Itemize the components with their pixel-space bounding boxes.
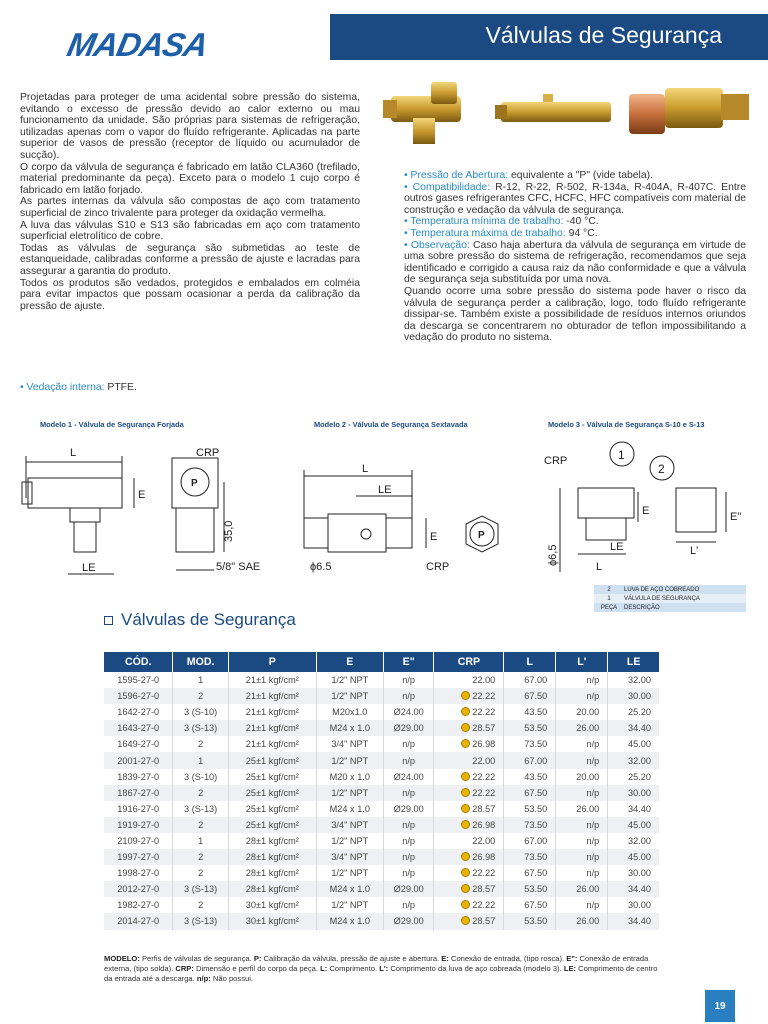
header [0, 0, 768, 70]
crp-dot-icon [461, 900, 470, 909]
table-cell: n/p [383, 785, 434, 801]
table-cell: 73.50 [504, 817, 556, 833]
page-number: 19 [705, 990, 735, 1022]
legend-row [594, 585, 746, 594]
crp-dot-icon [461, 772, 470, 781]
table-row [104, 704, 659, 720]
legend-part: 2 [607, 586, 611, 593]
table-cell: M24 x 1.0 [316, 881, 383, 897]
legend-desc: VÁLVULA DE SEGURANÇA [624, 595, 700, 602]
crp-dot-icon [461, 852, 470, 861]
dim-label: L [596, 561, 603, 573]
table-cell: Ø29.00 [383, 720, 434, 736]
square-bullet-icon [104, 616, 113, 625]
footnote-term: E": [566, 954, 578, 963]
table-cell: 30±1 kgf/cm² [228, 913, 316, 929]
footnote [104, 954, 664, 984]
table-cell: 20.00 [556, 769, 608, 785]
table-cell: Ø24.00 [383, 769, 434, 785]
part-number-label: 1 [618, 448, 625, 462]
table-row [104, 769, 659, 785]
madasa-logo: MADASA [64, 26, 211, 63]
table-cell: 1916-27-0 [104, 801, 173, 817]
spec-value: Caso haja abertura da válvula de segurança em virtude de uma sobre pressão do sistema de refrigeração, recomendamos que seja identificado e corrigido a causa raiz da não conformidade e que a válvula de segurança seja substituída por uma nova. [404, 239, 746, 286]
table-cell: 3 (S-10) [173, 769, 229, 785]
table-cell: 22.00 [434, 833, 504, 849]
table-cell: 25±1 kgf/cm² [228, 769, 316, 785]
table-cell: 30.00 [628, 691, 651, 702]
model-2-title: Modelo 2 - Válvula de Segurança Sextavada [314, 420, 468, 429]
intro-paragraph: Todos os produtos são vedados, protegidos e embalados em colméia para evitar impactos que possam ocasionar a perda da calibração da pressão de ajuste. [20, 277, 360, 312]
table-cell: 28.57 [434, 881, 504, 897]
table-row [104, 881, 659, 897]
table-cell: 34.40 [628, 884, 651, 895]
table-cell: 53.50 [504, 801, 556, 817]
intro-paragraph: Todas as válvulas de segurança são submetidas ao teste de estanqueidade, calibradas conforme a pressão de ajuste e lacradas para assegurar a garantia do produto. [20, 242, 360, 277]
table-row [104, 913, 659, 929]
spec-list [404, 170, 746, 344]
table-cell: 22.22 [434, 865, 504, 881]
dim-label: CRP [426, 561, 450, 573]
crp-dot-icon [461, 916, 470, 925]
valves-table [104, 652, 659, 930]
table-cell: 28±1 kgf/cm² [228, 865, 316, 881]
table-cell: 67.00 [504, 833, 556, 849]
table-cell: 20.00 [556, 704, 608, 720]
table-cell: 67.00 [504, 672, 556, 688]
table-body [104, 672, 659, 930]
table-cell: 3 (S-13) [173, 881, 229, 897]
footnote-term: n/p: [196, 974, 211, 983]
table-cell: 3/4" NPT [316, 849, 383, 865]
table-cell: 21±1 kgf/cm² [228, 720, 316, 736]
table-cell: 22.00 [434, 752, 504, 768]
table-row [104, 752, 659, 768]
dim-label: L [70, 447, 77, 459]
table-cell: 1867-27-0 [104, 785, 173, 801]
table-cell: 73.50 [504, 736, 556, 752]
table-cell: n/p [556, 736, 608, 752]
spec-value: -40 °C. [563, 216, 599, 228]
intro-paragraph: A luva das válvulas S10 e S13 são fabricadas em aço com tratamento superficial eletrolítico de cobre. [20, 219, 360, 243]
footnote-definition: Perfis de válvulas de segurança. [139, 954, 254, 963]
vedacao-line [20, 382, 137, 393]
model-3-title: Modelo 3 - Válvula de Segurança S-10 e S-13 [548, 420, 705, 429]
spec-label: • Observação: [404, 239, 470, 251]
table-cell: 2 [173, 849, 229, 865]
table-cell: n/p [383, 672, 434, 688]
table-cell: Ø29.00 [383, 881, 434, 897]
legend-desc: LUVA DE AÇO COBREADO [624, 586, 700, 593]
table-cell: n/p [556, 849, 608, 865]
table-row [104, 833, 659, 849]
intro-paragraph: As partes internas da válvula são compostas de aço com tratamento superficial de zinco trivalente para proteger da oxidação vermelha. [20, 196, 360, 219]
table-cell: n/p [556, 672, 608, 688]
table-cell: 53.50 [504, 720, 556, 736]
table-cell: n/p [556, 785, 608, 801]
dim-label: P [478, 530, 485, 541]
table-cell: n/p [383, 897, 434, 913]
table-cell: 21±1 kgf/cm² [228, 736, 316, 752]
footnote-definition: Dimensão e perfil do corpo da peça. [193, 964, 321, 973]
table-row [104, 817, 659, 833]
table-row [104, 865, 659, 881]
table-cell: 25±1 kgf/cm² [228, 817, 316, 833]
valve-photo-3 [629, 88, 749, 134]
column-header: E [316, 652, 383, 672]
table-cell: 2 [173, 736, 229, 752]
table-cell: 67.00 [504, 752, 556, 768]
table-cell: 22.22 [434, 785, 504, 801]
table-cell: 28.57 [434, 913, 504, 929]
section-title-text: Válvulas de Segurança [121, 610, 296, 629]
intro-text [20, 92, 360, 312]
table-cell: 73.50 [504, 849, 556, 865]
table-cell: 25.20 [628, 771, 651, 782]
table-row [104, 785, 659, 801]
table-cell: 25±1 kgf/cm² [228, 785, 316, 801]
table-cell: 26.98 [434, 817, 504, 833]
dim-label: P [191, 478, 198, 489]
footnote-term: L': [379, 964, 389, 973]
table-row [104, 897, 659, 913]
table-cell: 53.50 [504, 881, 556, 897]
table-cell: 3/4" NPT [316, 736, 383, 752]
spec-label: • Pressão de Abertura: [404, 170, 509, 181]
table-cell: n/p [383, 752, 434, 768]
table-cell: 1 [173, 833, 229, 849]
table-cell: Ø29.00 [383, 801, 434, 817]
table-cell: 1596-27-0 [104, 688, 173, 704]
crp-dot-icon [461, 707, 470, 716]
section-title [104, 610, 296, 630]
column-header: E" [383, 652, 434, 672]
dim-label: LE [610, 541, 624, 553]
part-number-label: 2 [658, 462, 665, 476]
legend-desc: DESCRIÇÃO [624, 604, 660, 611]
crp-dot-icon [461, 691, 470, 700]
table-cell: 3 (S-10) [173, 704, 229, 720]
model-1-title: Modelo 1 - Válvula de Segurança Forjada [40, 420, 184, 429]
table-cell: 2012-27-0 [104, 881, 173, 897]
footnote-definition: Não possui. [210, 974, 254, 983]
table-cell: 1/2" NPT [316, 785, 383, 801]
intro-paragraph: O corpo da válvula de segurança é fabricado em latão CLA360 (trefilado, material predominante da peça). Exceto para o modelo 1 cujo corpo é fabricado em latão forjado. [20, 161, 360, 196]
table-cell: n/p [383, 849, 434, 865]
table-cell: 34.40 [628, 723, 651, 734]
table-header-row [104, 652, 659, 672]
table-cell: 67.50 [504, 897, 556, 913]
table-cell: 32.00 [628, 835, 651, 846]
column-header: P [228, 652, 316, 672]
table-cell: 32.00 [628, 675, 651, 686]
table-cell: n/p [383, 688, 434, 704]
table-cell: 43.50 [504, 769, 556, 785]
crp-dot-icon [461, 723, 470, 732]
table-cell: 1/2" NPT [316, 752, 383, 768]
dim-label: 5/8" SAE [216, 561, 261, 573]
column-header: MOD. [173, 652, 229, 672]
table-row [104, 736, 659, 752]
table-cell: 28±1 kgf/cm² [228, 881, 316, 897]
table-cell: 43.50 [504, 704, 556, 720]
table-cell: 1649-27-0 [104, 736, 173, 752]
table-cell: 21±1 kgf/cm² [228, 672, 316, 688]
table-cell: 45.00 [628, 819, 651, 830]
model-2-drawing [296, 436, 518, 581]
footnote-term: LE: [563, 964, 577, 973]
table-cell: 1/2" NPT [316, 865, 383, 881]
legend-part: PEÇA [600, 604, 618, 611]
crp-dot-icon [461, 788, 470, 797]
footnote-term: MODELO: [104, 954, 140, 963]
spec-label: • Temperatura máxima de trabalho: [404, 227, 566, 239]
table-cell: 2014-27-0 [104, 913, 173, 929]
table-cell: 22.22 [434, 704, 504, 720]
table-cell: n/p [556, 817, 608, 833]
footnote-term: L: [320, 964, 328, 973]
table-cell: 28±1 kgf/cm² [228, 833, 316, 849]
footnote-term: P: [253, 954, 262, 963]
table-cell: 2109-27-0 [104, 833, 173, 849]
table-cell: n/p [556, 833, 608, 849]
table-cell: 2 [173, 817, 229, 833]
dim-label: E [430, 531, 438, 543]
table-row [104, 720, 659, 736]
table-cell: n/p [556, 897, 608, 913]
table-cell: 1/2" NPT [316, 672, 383, 688]
spec-value: 94 °C. [565, 227, 598, 239]
crp-dot-icon [461, 884, 470, 893]
footnote-definition: Comprimento da luva de aço cobreada (modelo 3). [388, 964, 564, 973]
legend-row [594, 594, 746, 603]
table-cell: Ø24.00 [383, 704, 434, 720]
footnote-definition: Conexão de entrada externa, (tipo solda). [104, 954, 649, 973]
table-cell: 22.00 [434, 672, 504, 688]
crp-dot-icon [461, 868, 470, 877]
table-cell: 1642-27-0 [104, 704, 173, 720]
dim-label: ϕ6.5 [310, 561, 332, 573]
table-cell: 67.50 [504, 785, 556, 801]
table-cell: 26.00 [556, 801, 608, 817]
table-cell: 30.00 [628, 868, 651, 879]
table-cell: n/p [556, 865, 608, 881]
table-cell: 3 (S-13) [173, 801, 229, 817]
table-cell: 28±1 kgf/cm² [228, 849, 316, 865]
table-cell: M20 x 1.0 [316, 769, 383, 785]
table-cell: 2 [173, 785, 229, 801]
footnote-definition: Calibração da válvula, pressão de ajuste e abertura. [261, 954, 442, 963]
crp-dot-icon [461, 739, 470, 748]
table-cell: 22.22 [434, 897, 504, 913]
footnote-term: CRP: [175, 964, 194, 973]
spec-value: equivalente a "P" (vide tabela). [508, 170, 653, 181]
table-cell: 1/2" NPT [316, 897, 383, 913]
table-cell: n/p [556, 688, 608, 704]
table-cell: 1 [173, 752, 229, 768]
dim-label: LE [82, 562, 96, 574]
table-cell: 30.00 [628, 787, 651, 798]
table-cell: 1919-27-0 [104, 817, 173, 833]
table-cell: 1982-27-0 [104, 897, 173, 913]
table-cell: Ø29.00 [383, 913, 434, 929]
table-cell: M24 x 1.0 [316, 801, 383, 817]
dim-label: LE [378, 484, 392, 496]
table-cell: 26.98 [434, 849, 504, 865]
table-cell: 3 (S-13) [173, 720, 229, 736]
table-cell: 2001-27-0 [104, 752, 173, 768]
table-cell: 28.57 [434, 720, 504, 736]
table-cell: 32.00 [628, 755, 651, 766]
dim-label: 35,0 [223, 520, 235, 542]
column-header: CÓD. [104, 652, 173, 672]
table-cell: 30.00 [628, 900, 651, 911]
table-cell: M24 x 1.0 [316, 720, 383, 736]
footnote-definition: Comprimento de centro da entrada até a descarga. [104, 964, 658, 983]
legend-part: 1 [607, 595, 611, 602]
table-row [104, 849, 659, 865]
valve-photo-2 [495, 94, 611, 122]
spec-value: R-12, R-22, R-502, R-134a, R-404A, R-407C. Entre outros gases refrigerantes CFC, HCFC, HFC compatíveis com material de construção e vedação da válvula de segurança. [404, 181, 746, 216]
model-1-drawing [18, 436, 288, 581]
table-cell: n/p [383, 865, 434, 881]
spec-item [404, 170, 746, 182]
spec-label: • Compatibilidade: [404, 181, 491, 193]
table-row [104, 672, 659, 688]
table-cell: n/p [556, 752, 608, 768]
table-cell: 21±1 kgf/cm² [228, 688, 316, 704]
footnote-term: E: [441, 954, 449, 963]
table-cell: 2 [173, 865, 229, 881]
table-cell: 53.50 [504, 913, 556, 929]
dim-label: E" [730, 511, 742, 523]
table-cell: 3 (S-13) [173, 913, 229, 929]
table-cell: 1839-27-0 [104, 769, 173, 785]
crp-dot-icon [461, 804, 470, 813]
table-cell: 34.40 [628, 803, 651, 814]
product-photos [383, 74, 755, 154]
footnote-definition: Comprimento. [327, 964, 380, 973]
spec-item [404, 228, 746, 240]
table-cell: 30±1 kgf/cm² [228, 897, 316, 913]
table-cell: 1/2" NPT [316, 833, 383, 849]
dim-label: ϕ6,5 [547, 544, 559, 566]
valve-photo-1 [383, 82, 461, 144]
table-cell: 22.22 [434, 688, 504, 704]
table-cell: 1643-27-0 [104, 720, 173, 736]
table-cell: 45.00 [628, 739, 651, 750]
page-title: Válvulas de Segurança [485, 22, 722, 48]
table-cell: M24 x 1.0 [316, 913, 383, 929]
table-cell: 2 [173, 688, 229, 704]
footnote-definition: Conexão de entrada, (tipo rosca). [448, 954, 567, 963]
table-cell: 26.00 [556, 881, 608, 897]
spec-label: • Temperatura mínima de trabalho: [404, 216, 564, 228]
legend-row [594, 603, 746, 612]
table-cell: 21±1 kgf/cm² [228, 704, 316, 720]
column-header: LE [608, 652, 659, 672]
table-cell: n/p [383, 736, 434, 752]
table-cell: n/p [383, 833, 434, 849]
column-header: L' [556, 652, 608, 672]
table-cell: 1998-27-0 [104, 865, 173, 881]
table-cell: 67.50 [504, 865, 556, 881]
spec-item [404, 216, 746, 228]
parts-legend [594, 585, 746, 612]
table-cell: 25±1 kgf/cm² [228, 752, 316, 768]
dim-label: L [362, 463, 369, 475]
table-cell: 26.00 [556, 720, 608, 736]
vedacao-label: • Vedação interna: [20, 382, 105, 393]
dim-label: CRP [196, 447, 220, 459]
table-cell: n/p [383, 817, 434, 833]
table-cell: 26.00 [556, 913, 608, 929]
table-cell: 22.22 [434, 769, 504, 785]
table-cell: 67.50 [504, 688, 556, 704]
spec-item [404, 182, 746, 217]
table-cell: 1997-27-0 [104, 849, 173, 865]
table-cell: 2 [173, 897, 229, 913]
table-cell: 26.98 [434, 736, 504, 752]
table-cell: 1595-27-0 [104, 672, 173, 688]
dim-label: E [138, 489, 146, 501]
crp-dot-icon [461, 820, 470, 829]
spec-item [404, 240, 746, 286]
intro-paragraph: Projetadas para proteger de uma acidental sobre pressão do sistema, evitando o excesso de pressão devido ao calor externo ou mau funcionamento da unidade. São próprias para sistemas de refrigeração, utilizadas apenas com o vapor do fluído refrigerante. Aplicadas na parte superior de vasos de pressão (receptor de líquido ou acumulador de sucção). [20, 92, 360, 161]
vedacao-value: PTFE. [104, 382, 137, 393]
table-cell: 25.20 [628, 707, 651, 718]
table-row [104, 801, 659, 817]
table-row [104, 688, 659, 704]
model-3-drawing [530, 436, 756, 581]
table-cell: 28.57 [434, 801, 504, 817]
dim-label: CRP [544, 455, 568, 467]
table-cell: 25±1 kgf/cm² [228, 801, 316, 817]
column-header: CRP [434, 652, 504, 672]
spec-note: Quando ocorre uma sobre pressão do sistema pode haver o risco da válvula de segurança perder a calibração, logo, todo fluído refrigerante dissipar-se. Também existe a possibilidade de resíduos internos oriundos da descarga se concentrarem no obturador de teflon impossibilitando a vedação do produto no sistema. [404, 285, 746, 344]
table-cell: 45.00 [628, 852, 651, 863]
dim-label: E [642, 505, 650, 517]
table-cell: 34.40 [628, 916, 651, 927]
dim-label: L' [690, 545, 699, 557]
table-cell: 1/2" NPT [316, 688, 383, 704]
table-cell: 1 [173, 672, 229, 688]
column-header: L [504, 652, 556, 672]
table-cell: 3/4" NPT [316, 817, 383, 833]
table-cell: M20x1.0 [316, 704, 383, 720]
